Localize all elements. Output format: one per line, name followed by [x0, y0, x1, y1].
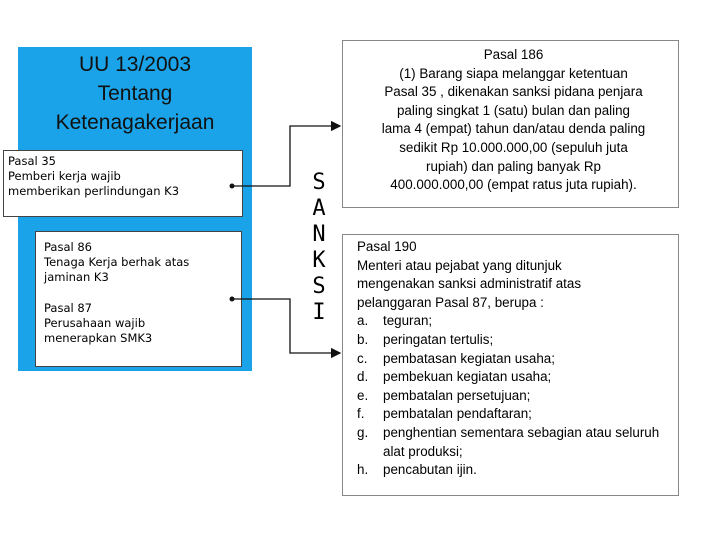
pasal-190-intro: Menteri atau pejabat yang ditunjuk — [357, 257, 562, 273]
pasal-87-text: Perusahaan wajib — [44, 316, 146, 330]
pasal-186-line: paling singkat 1 (satu) bulan dan paling — [396, 102, 630, 118]
sanksi-letter: S — [312, 170, 326, 195]
sanction-item — [357, 424, 672, 461]
sanction-marker: e. — [357, 387, 369, 403]
pasal-186-line: Pasal 35 , dikenakan sanksi pidana penjara — [384, 84, 643, 100]
sanksi-letter: N — [312, 222, 326, 247]
sanction-marker: d. — [357, 369, 369, 385]
sanction-marker: a. — [357, 313, 369, 329]
pasal-86-text: jaminan K3 — [44, 270, 109, 284]
pasal-35-heading: Pasal 35 — [8, 154, 56, 168]
law-title-line: UU 13/2003 — [78, 53, 192, 76]
pasal-186-line: lama 4 (empat) tahun dan/atau denda paling — [381, 121, 646, 137]
pasal-190-intro: mengenakan sanksi administratif atas — [357, 276, 582, 292]
sanction-list — [357, 312, 672, 479]
sanction-item — [357, 368, 672, 387]
sanction-item — [357, 405, 672, 424]
sanction-text: pencabutan ijin. — [383, 462, 477, 478]
pasal-190-intro: pelanggaran Pasal 87, berupa : — [357, 294, 544, 310]
sanksi-vertical-label — [306, 170, 332, 326]
sanction-text: peringatan tertulis; — [383, 331, 494, 347]
sanction-text: penghentian sementara sebagian atau seluruh alat produksi; — [383, 424, 660, 459]
pasal-87-heading: Pasal 87 — [44, 301, 92, 315]
pasal-86-heading: Pasal 86 — [44, 240, 92, 254]
sanction-marker: h. — [357, 462, 369, 478]
sanction-text: pembekuan kegiatan usaha; — [383, 369, 552, 385]
sanction-item — [357, 350, 672, 369]
sanksi-letter: K — [312, 248, 326, 273]
sanction-text: pembatalan persetujuan; — [383, 387, 531, 403]
sanction-text: teguran; — [383, 313, 433, 329]
pasal-186-line: rupiah) dan paling banyak Rp — [426, 158, 601, 174]
pasal-190-box — [342, 234, 679, 496]
sanction-marker: g. — [357, 424, 369, 440]
pasal-186-line: Pasal 186 — [483, 47, 544, 62]
sanksi-letter: S — [312, 274, 326, 299]
sanction-item — [357, 331, 672, 350]
pasal-186-line: sedikit Rp 10.000.000,00 (sepuluh juta — [399, 139, 628, 155]
pasal-186-line: (1) Barang siapa melanggar ketentuan — [399, 65, 628, 81]
sanction-text: pembatalan pendaftaran; — [383, 406, 532, 422]
sanction-marker: f. — [357, 406, 365, 422]
pasal-190-intro: Pasal 190 — [357, 239, 417, 254]
pasal-35-text: memberikan perlindungan K3 — [8, 184, 180, 198]
pasal-86-text: Tenaga Kerja berhak atas — [44, 255, 190, 269]
pasal-186-line: 400.000.000,00 (empat ratus juta rupiah). — [390, 177, 637, 193]
pasal-35-text: Pemberi kerja wajib — [8, 169, 121, 183]
sanction-item — [357, 461, 672, 480]
sanksi-letter: A — [312, 196, 326, 221]
sanction-item — [357, 387, 672, 406]
sanction-marker: b. — [357, 331, 369, 347]
sanction-text: pembatasan kegiatan usaha; — [383, 350, 555, 366]
pasal-186-box — [342, 40, 679, 208]
sanction-item — [357, 312, 672, 331]
sanksi-letter: I — [312, 300, 326, 325]
law-title-line: Tentang — [97, 82, 173, 105]
law-title-line: Ketenagakerjaan — [55, 111, 215, 134]
sanction-marker: c. — [357, 350, 368, 366]
pasal-87-text: menerapkan SMK3 — [44, 331, 153, 345]
